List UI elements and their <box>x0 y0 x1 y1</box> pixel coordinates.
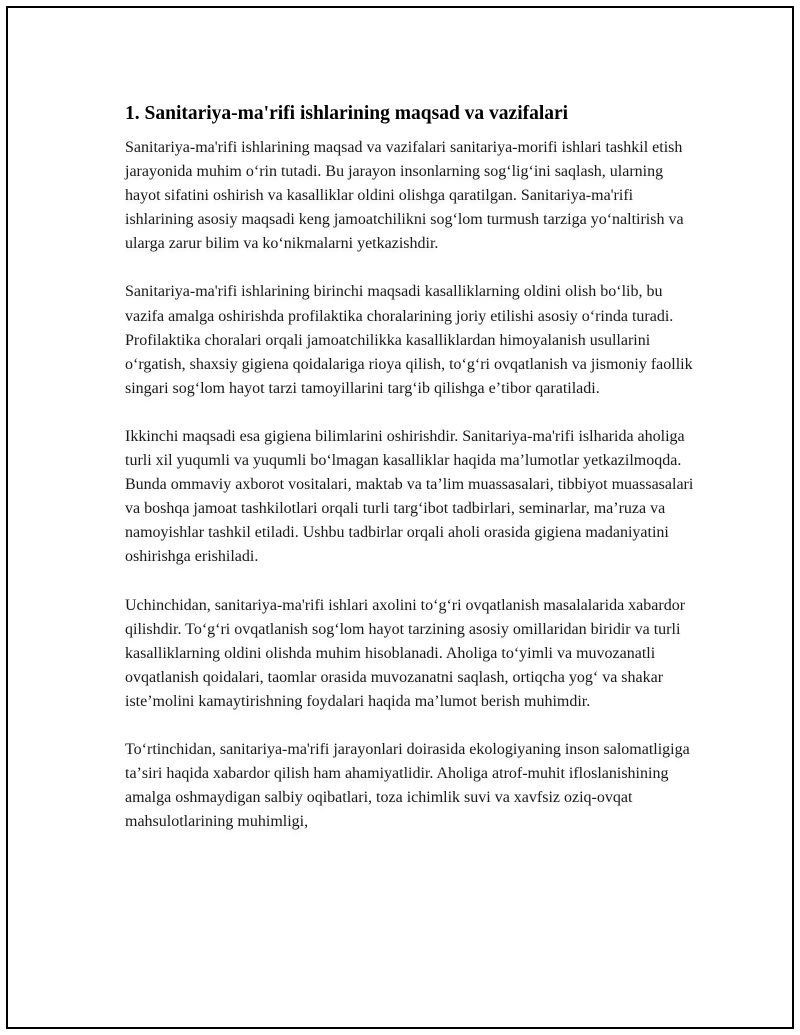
section-heading: 1. Sanitariya-ma'rifi ishlarining maqsad va vazifalari <box>125 103 569 124</box>
paragraph-fourth-goal: Toʻrtinchidan, sanitariya-ma'rifi jarayonlari doirasida ekologiyaning inson salomatligiga taʼsiri haqida xabardor qilish ham ahamiyatlidir. Aholiga atrof-muhit ifloslanishining amalga oshmaydigan salbiy oqibatlari, toza ichimlik suvi va xavfsiz oziq-ovqat mahsulotlarining muhimligi, <box>125 740 690 831</box>
paragraph-first-goal: Sanitariya-ma'rifi ishlarining birinchi maqsadi kasalliklarning oldini olish boʻlib, bu vazifa amalga oshirishda profilaktika choralarining joriy etilishi asosiy oʻrinda turadi. Profilaktika choralari orqali jamoatchilikka kasalliklardan himoyalanish usullarini oʻrgatish, shaxsiy gigiena qoidalariga rioya qilish, toʻgʻri ovqatlanish va jismoniy faollik singari sogʻlom hayot tarzi tamoyillarini targʻib qilishga eʼtibor qaratiladi. <box>125 283 693 397</box>
document-page <box>6 6 794 1029</box>
paragraph-second-goal: Ikkinchi maqsadi esa gigiena bilimlarini oshirishdir. Sanitariya-ma'rifi islharida aholiga turli xil yuqumli va yuqumli boʻlmagan kasalliklar haqida maʼlumotlar yetkazilmoqda. Bunda ommaviy axborot vositalari, maktab va taʼlim muassasalari, tibbiyot muassasalari va boshqa jamoat tashkilotlari orqali turli targʻibot tadbirlari, seminarlar, maʼruza va namoyishlar tashkil etiladi. Ushbu tadbirlar orqali aholi orasida gigiena madaniyatini oshirishga erishiladi. <box>125 427 694 566</box>
paragraph-intro: Sanitariya-ma'rifi ishlarining maqsad va vazifalari sanitariya-morifi ishlari tashkil etish jarayonida muhim oʻrin tutadi. Bu jarayon insonlarning sogʻligʻini saqlash, ularning hayot sifatini oshirish va kasalliklar oldini olishga qaratilgan. Sanitariya-ma'rifi ishlarining asosiy maqsadi keng jamoatchilikni sogʻlom turmush tarziga yoʻnaltirish va ularga zarur bilim va koʻnikmalarni yetkazishdir. <box>125 139 684 253</box>
paragraph-third-goal: Uchinchidan, sanitariya-ma'rifi ishlari axolini toʻgʻri ovqatlanish masalalarida xabardor qilishdir. Toʻgʻri ovqatlanish sogʻlom hayot tarzining asosiy omillaridan biridir va turli kasalliklarning oldini olishda muhim hisoblanadi. Aholiga toʻyimli va muvozanatli ovqatlanish qoidalari, taomlar orasida muvozanatni saqlash, ortiqcha yogʻ va shakar isteʼmolini kamaytirishning foydalari haqida maʼlumot berish muhimdir. <box>125 596 686 710</box>
document-body <box>125 98 700 858</box>
